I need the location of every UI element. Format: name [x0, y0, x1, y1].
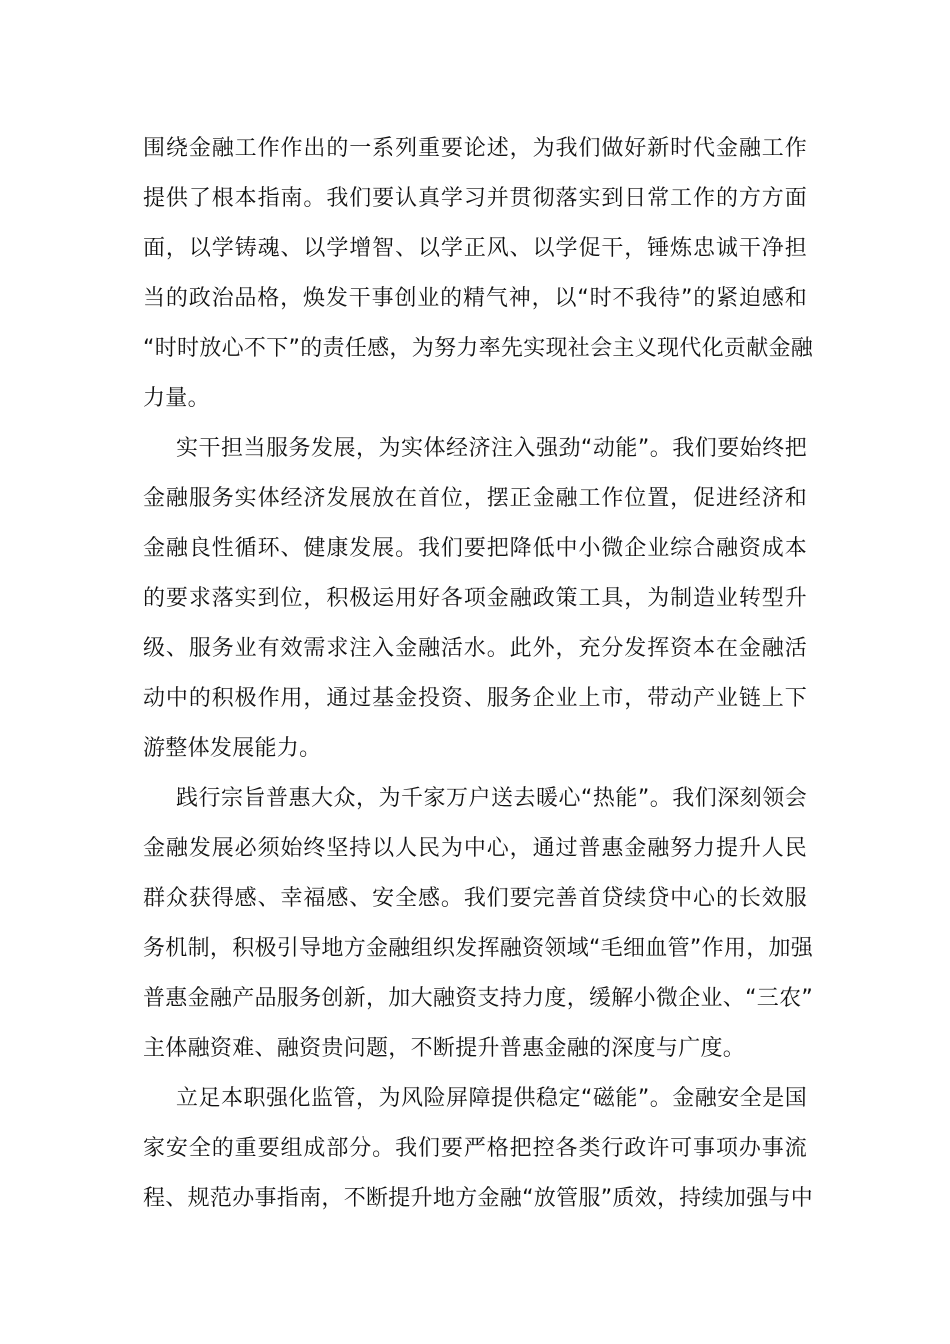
text-line: 金融良性循环、健康发展。我们要把降低中小微企业综合融资成本	[143, 536, 807, 561]
text-line: 动中的积极作用，通过基金投资、服务企业上市，带动产业链上下	[143, 686, 807, 711]
text-line: 务机制，积极引导地方金融组织发挥融资领域“毛细血管”作用，加强	[143, 936, 814, 961]
text-line: 当的政治品格，焕发干事创业的精气神，以“时不我待”的紧迫感和	[143, 286, 807, 311]
text-line: 金融发展必须始终坚持以人民为中心，通过普惠金融努力提升人民	[143, 836, 807, 861]
text-line: 家安全的重要组成部分。我们要严格把控各类行政许可事项办事流	[143, 1136, 807, 1161]
text-line: 群众获得感、幸福感、安全感。我们要完善首贷续贷中心的长效服	[143, 886, 807, 911]
text-line: 的要求落实到位，积极运用好各项金融政策工具，为制造业转型升	[143, 586, 807, 611]
text-line: 实干担当服务发展，为实体经济注入强劲“动能”。我们要始终把	[176, 436, 807, 461]
text-line: 面，以学铸魂、以学增智、以学正风、以学促干，锤炼忠诚干净担	[143, 236, 807, 261]
text-line: 金融服务实体经济发展放在首位，摆正金融工作位置，促进经济和	[143, 486, 807, 511]
text-line: 提供了根本指南。我们要认真学习并贯彻落实到日常工作的方方面	[143, 186, 807, 211]
text-line: 级、服务业有效需求注入金融活水。此外，充分发挥资本在金融活	[143, 636, 807, 661]
text-line: “时时放心不下”的责任感，为努力率先实现社会主义现代化贡献金融	[143, 336, 814, 361]
paragraph-inclusive-finance	[143, 774, 814, 1074]
text-line: 立足本职强化监管，为风险屏障提供稳定“磁能”。金融安全是国	[176, 1086, 807, 1111]
text-line: 主体融资难、融资贵问题，不断提升普惠金融的深度与广度。	[143, 1036, 746, 1061]
text-line: 程、规范办事指南，不断提升地方金融“放管服”质效，持续加强与中	[143, 1186, 814, 1211]
text-line: 围绕金融工作作出的一系列重要论述，为我们做好新时代金融工作	[143, 136, 807, 161]
paragraph-service-development	[143, 424, 807, 774]
paragraph-continuation	[143, 124, 814, 424]
text-line: 游整体发展能力。	[143, 736, 322, 761]
document-body	[143, 124, 814, 1224]
text-line: 普惠金融产品服务创新，加大融资支持力度，缓解小微企业、“三农”	[143, 986, 814, 1011]
text-line: 力量。	[143, 386, 210, 411]
text-line: 践行宗旨普惠大众，为千家万户送去暖心“热能”。我们深刻领会	[176, 786, 807, 811]
paragraph-supervision	[143, 1074, 814, 1224]
